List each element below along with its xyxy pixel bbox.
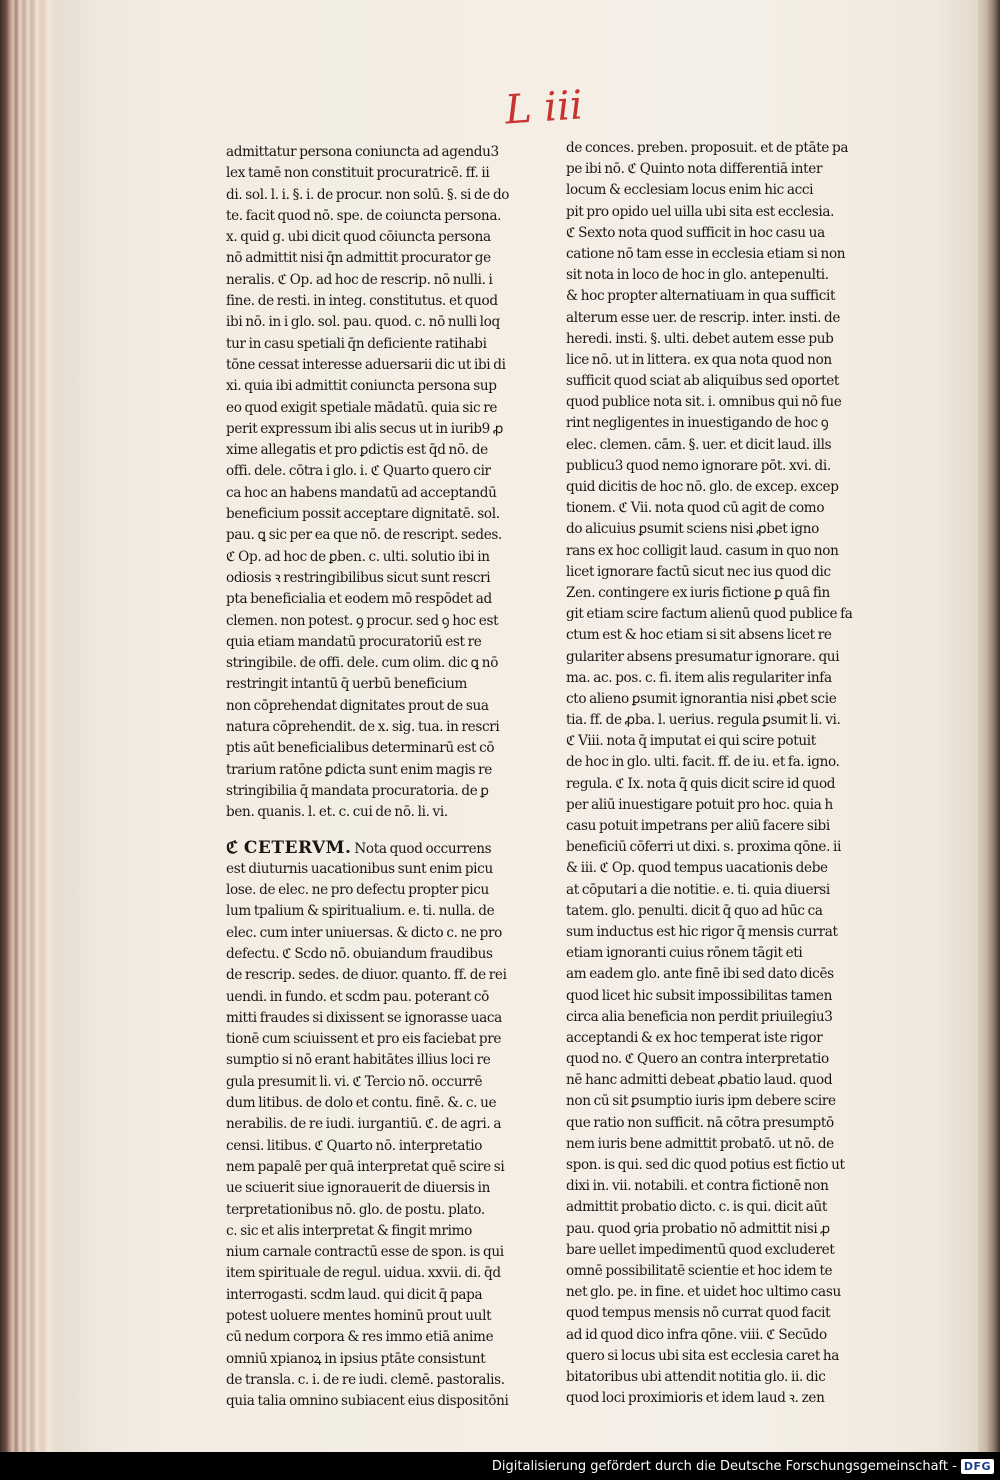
text-line: tōne cessat interesse aduersarii dic ut ibi di [226, 356, 506, 373]
text-line: pit pro opido uel uilla ubi sita est ecclesia. [566, 203, 835, 220]
text-line: spon. is qui. sed dic quod potius est fictio ut [566, 1157, 845, 1173]
text-line: ue sciuerit siue ignorauerit de diuersis in [226, 1180, 491, 1197]
text-line: dixi in. vii. notabili. et contra fictionē non [566, 1178, 829, 1195]
text-line: lex tamē non constituit procuratricē. ff. ii [226, 165, 490, 182]
text-line: beneficium possit acceptare dignitatē. sol. [226, 506, 500, 523]
text-line: per aliū inuestigare potuit pro hoc. quia h [566, 796, 833, 813]
text-line: mitti fraudes si dixissent se ignorasse uaca [226, 1009, 502, 1026]
text-line: interrogasti. scdm laud. qui dicit q̄ papa [226, 1286, 483, 1303]
text-line: quod no. ℭ Quero an contra interpretatio [566, 1051, 829, 1068]
text-line: locum & ecclesiam locus enim hic acci [566, 182, 814, 199]
text-line: dum litibus. de dolo et contu. finē. &. c. ue [226, 1095, 497, 1112]
text-line: quia etiam mandatū procuratoriū est re [226, 633, 482, 650]
text-line: ℭ Op. ad hoc de ꝑben. c. ulti. solutio ibi in [226, 548, 490, 565]
text-line: omnē possibilitatē scientie et hoc idem te [566, 1262, 833, 1279]
text-line: admittatur persona coniuncta ad agendu3 [226, 144, 499, 160]
text-line: censi. litibus. ℭ Quarto nō. interpretatio [226, 1137, 483, 1154]
text-line: at cōputari a die notitie. e. ti. quia diuersi [566, 881, 830, 898]
text-line: uendi. in fundo. et scdm pau. poterant cō [226, 988, 490, 1005]
text-line: publicu3 quod nemo ignorare pōt. xvi. di. [566, 457, 831, 474]
text-line: restringit intantū q̄ uerbū beneficium [226, 676, 468, 693]
text-line: pau. ꝗ sic per ea que nō. de rescript. sedes. [226, 527, 503, 544]
text-line: admittit probatio dicto. c. is qui. dicit aūt [566, 1199, 828, 1216]
text-line: ben. quanis. l. et. c. cui de nō. li. vi. [226, 804, 448, 821]
text-line: ctum est & hoc etiam si sit absens licet re [566, 627, 832, 644]
text-line: nium carnale contractū esse de spon. is qui [226, 1244, 504, 1261]
text-column-right [566, 138, 902, 1409]
text-line: gula presumit li. vi. ℭ Tercio nō. occurrē [226, 1073, 483, 1090]
text-line: c. sic et alis interpretat & fingit mrimo [226, 1222, 472, 1239]
text-line: cto alieno ꝑsumit ignorantia nisi ꝓbet scie [566, 690, 837, 707]
text-line: Zen. contingere ex iuris fictione ꝑ quā fin [566, 584, 830, 601]
text-line: ptis aūt beneficialibus determinarū est cō [226, 740, 495, 757]
text-line: non cū sit ꝑsumptio iuris ipm debere scire [566, 1093, 836, 1110]
text-line: cū nedum corpora & res immo etiā anime [226, 1329, 494, 1346]
text-line: quod tempus mensis nō currat quod facit [566, 1305, 831, 1322]
text-line: omniū xpianoꝝ in ipsius ptāte consistunt [226, 1350, 486, 1367]
text-line: ibi nō. in i glo. sol. pau. quod. c. nō nulli loq [226, 314, 500, 331]
text-line: quid dicitis de hoc nō. glo. de excep. excep [566, 479, 839, 495]
text-line: trarium ratōne ꝑdicta sunt enim magis re [226, 761, 492, 778]
text-line: odiosis ꝛ restringibilibus sicut sunt rescri [226, 569, 491, 586]
text-line: ℭ Sexto nota quod sufficit in hoc casu ua [566, 224, 825, 241]
text-line: lum tpalium & spiritualium. e. ti. nulla. de [226, 903, 495, 920]
text-line: gulariter absens presumatur ignorare. qui [566, 648, 840, 665]
text-line: pau. quod ꝯria probatio nō admittit nisi ꝓ [566, 1220, 830, 1237]
text-line: rans ex hoc colligit laud. casum in quo non [566, 542, 839, 559]
text-line: nō admittit nisi q̄n admittit procurator ge [226, 250, 491, 267]
text-line: sum inductus est hic rigor q̄ mensis currat [566, 923, 838, 940]
text-line: est diuturnis uacationibus sunt enim picu [226, 860, 493, 877]
text-line: terpretationibus nō. glo. de postu. plato. [226, 1201, 485, 1218]
text-line: nerabilis. de re iudi. iurgantiū. ℭ. de agri. a [226, 1116, 502, 1133]
book-page-stack-left [0, 0, 58, 1452]
footer-text: Digitalisierung gefördert durch die Deutsche Forschungsgemeinschaft - [491, 1458, 957, 1474]
text-line: etiam ignoranti cuius rōnem tāgit eti [566, 945, 803, 962]
text-line: fine. de resti. in integ. constitutus. et quod [226, 293, 498, 310]
text-line: casu potuit impetrans per aliū facere sibi [566, 818, 830, 834]
text-line: sit nota in loco de hoc in glo. antepenulti. [566, 267, 829, 284]
text-line: catione nō tam esse in ecclesia etiam si non [566, 245, 846, 262]
text-line: de rescrip. sedes. de diuor. quanto. ff. de rei [226, 967, 507, 984]
text-line: ma. ac. pos. c. fi. item alis regulariter infa [566, 669, 832, 686]
text-line: perit expressum ibi alis secus ut in iurib9 ꝓ [226, 420, 504, 437]
text-line: bare uellet impedimentū quod excluderet [566, 1241, 835, 1258]
footer-bar [0, 1452, 1000, 1480]
dfg-logo: DFG [961, 1459, 994, 1474]
text-line: de conces. preben. proposuit. et de ptāte pa [566, 140, 849, 156]
text-line: tionem. ℭ Vii. nota quod cū agit de como [566, 500, 825, 517]
text-line: circa alia beneficia non perdit priuilegiu3 [566, 1008, 833, 1025]
text-line: ℭ Viii. nota q̄ imputat ei qui scire potuit [566, 733, 816, 750]
text-line: lose. de elec. ne pro defectu propter picu [226, 882, 489, 899]
text-line: & iii. ℭ Op. quod tempus uacationis debe [566, 860, 828, 877]
text-line: alterum esse uer. de rescrip. inter. insti. de [566, 309, 841, 326]
text-line: nē hanc admitti debeat ꝓbatio laud. quod [566, 1072, 833, 1089]
text-line: xi. quia ibi admittit coniuncta persona sup [226, 378, 497, 395]
text-line: natura cōprehendit. de x. sig. tua. in rescri [226, 719, 500, 736]
book-edge-right [978, 0, 1000, 1452]
text-line: item spirituale de regul. uidua. xxvii. di. q̄d [226, 1265, 501, 1282]
text-line: heredi. insti. §. ulti. debet autem esse pub [566, 330, 834, 347]
text-line [226, 838, 556, 859]
text-line: tionē cum sciuissent et pro eis faciebat pre [226, 1031, 502, 1048]
text-line: tatem. glo. penulti. dicit q̄ quo ad hūc ca [566, 902, 823, 919]
text-line: net glo. pe. in fine. et uidet hoc ultimo casu [566, 1284, 841, 1301]
text-line: elec. cum inter uniuersas. & dicto c. ne pro [226, 924, 502, 941]
text-line: xime allegatis et pro ꝑdictis est q̄d nō. de [226, 442, 488, 459]
text-line: am eadem glo. ante finē ibi sed dato dicēs [566, 966, 834, 983]
text-line: quia talia omnino subiacent eius dispositōni [226, 1393, 509, 1410]
text-line: quod publice nota sit. i. omnibus qui nō fue [566, 394, 842, 411]
text-line: nem iuris bene admittit probatō. ut nō. de [566, 1135, 834, 1152]
text-line: sumptio si nō erant habitātes illius loci re [226, 1052, 491, 1069]
text-line: clemen. non potest. ꝯ procur. sed ꝯ hoc est [226, 612, 499, 629]
text-line: do alicuius ꝑsumit sciens nisi ꝓbet igno [566, 521, 819, 538]
folio-mark: L iii [503, 82, 585, 134]
text-line: neralis. ℭ Op. ad hoc de rescrip. nō nulli. i [226, 271, 493, 288]
text-line: nem papalē per quā interpretat quē scire si [226, 1158, 505, 1175]
text-line: di. sol. l. i. §. i. de procur. non solū. §. si de do [226, 186, 510, 203]
text-line: lice nō. ut in littera. ex qua nota quod non [566, 351, 832, 368]
text-line: acceptandi & ex hoc temperat iste rigor [566, 1029, 823, 1046]
text-line: bitatoribus ubi attendit notitia glo. ii. dic [566, 1368, 826, 1385]
text-line: quod loci proximioris et idem laud ꝛ. zen [566, 1390, 825, 1407]
text-line: de hoc in glo. ulti. facit. ff. de iu. et fa. igno. [566, 754, 840, 771]
text-line: stringibilia q̄ mandata procuratoria. de ꝑ [226, 782, 489, 799]
text-line: offi. dele. cōtra i glo. i. ℭ Quarto quero cir [226, 463, 491, 480]
text-column-left [226, 142, 556, 1413]
text-line: pta beneficialia et eodem mō respōdet ad [226, 591, 492, 608]
text-line: ca hoc an habens mandatū ad acceptandū [226, 484, 497, 501]
text-line: git etiam scire factum alienū quod publice fa [566, 606, 853, 623]
text-line: & hoc propter alternatiuam in qua sufficit [566, 288, 836, 305]
text-line: x. quid g. ubi dicit quod cōiuncta persona [226, 229, 491, 246]
text-line: licet ignorare factū sicut nec ius quod dic [566, 563, 831, 580]
text-line: te. facit quod nō. spe. de coiuncta persona. [226, 207, 502, 224]
text-line: tia. ff. de ꝓba. l. uerius. regula ꝑsumit li. vi. [566, 712, 841, 729]
text-line: sufficit quod sciat ab aliquibus sed oportet [566, 373, 840, 390]
text-line: non cōprehendat dignitates prout de sua [226, 697, 489, 714]
text-line: de transla. c. i. de re iudi. clemē. pastoralis. [226, 1371, 505, 1388]
text-line: quero si locus ubi sita est ecclesia caret ha [566, 1347, 840, 1364]
text-line: rint negligentes in inuestigando de hoc ꝯ [566, 415, 829, 432]
text-line: tur in casu spetiali q̄n deficiente ratihabi [226, 335, 487, 352]
text-line: quod licet hic subsit impossibilitas tamen [566, 987, 832, 1004]
text-line-rest: Nota quod occurrens [351, 840, 492, 857]
text-line: defectu. ℭ Scdo nō. obuiandum fraudibus [226, 945, 493, 962]
text-line: elec. clemen. cām. §. uer. et dicit laud. ills [566, 436, 832, 453]
text-line: que ratio non sufficit. nā cōtra presumptō [566, 1114, 834, 1131]
text-line: ad id quod dico infra qōne. viii. ℭ Secūdo [566, 1326, 827, 1343]
section-initial: ℭ CETERVM. [226, 837, 352, 858]
text-line: stringibile. de offi. dele. cum olim. dic ꝗ nō [226, 655, 499, 672]
text-line: regula. ℭ Ix. nota q̄ quis dicit scire id quod [566, 775, 836, 792]
text-line: eo quod exigit spetiale mādatū. quia sic re [226, 399, 498, 416]
text-line: potest uoluere mentes hominū prout uult [226, 1308, 492, 1325]
paragraph-gap [226, 824, 556, 838]
text-line: beneficiū cōferri ut dixi. s. proxima qōne. ii [566, 839, 842, 856]
text-line: pe ibi nō. ℭ Quinto nota differentiā inter [566, 161, 823, 178]
